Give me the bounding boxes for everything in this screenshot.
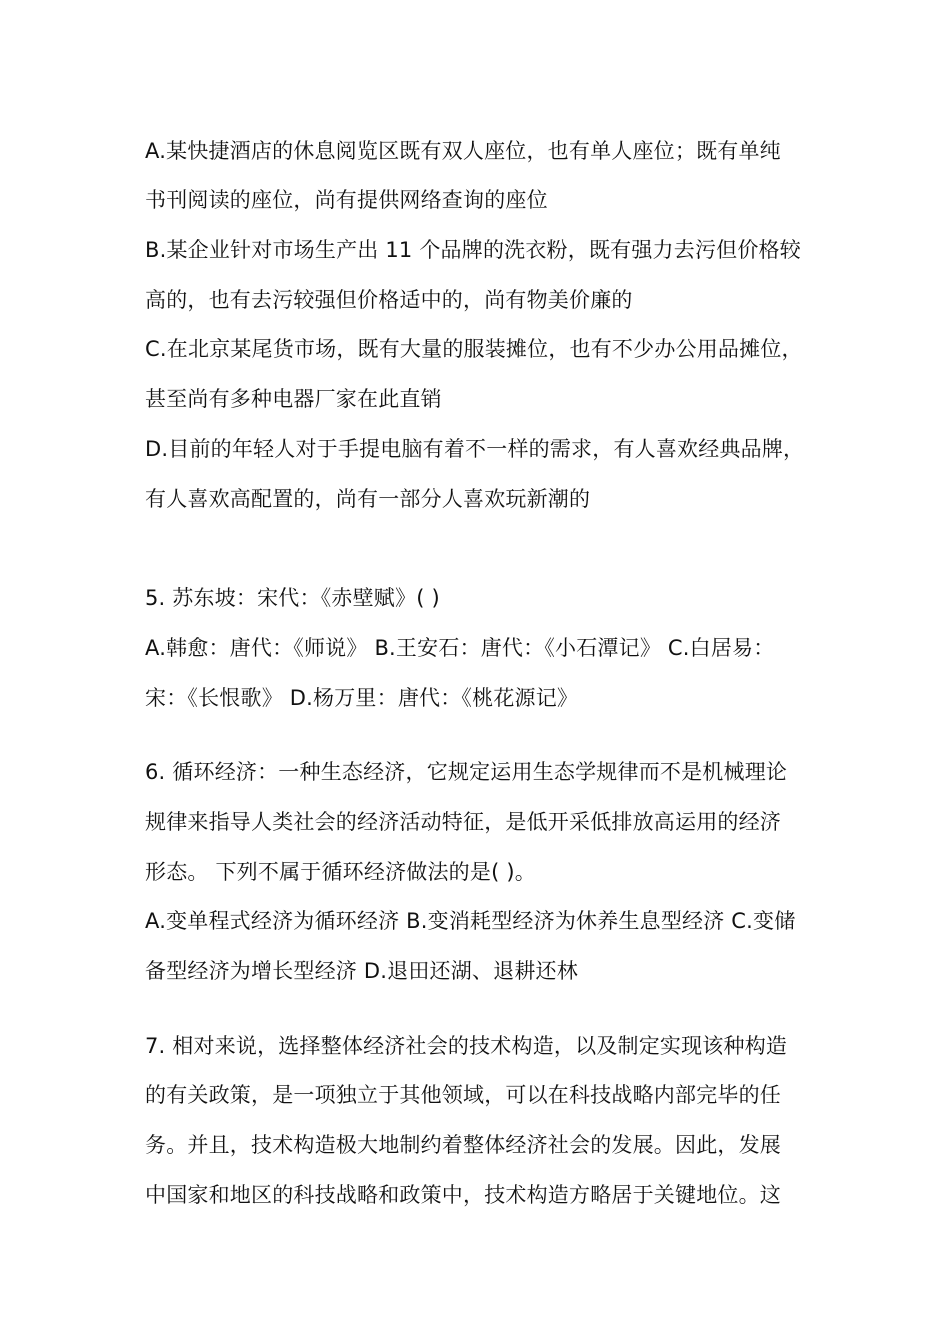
q4-option-d-line2: 有人喜欢高配置的，尚有一部分人喜欢玩新潮的 [145,487,591,511]
q7-stem-line4: 中国家和地区的科技战略和政策中，技术构造方略居于关键地位。这 [145,1183,781,1207]
q4-option-d-line1: D.目前的年轻人对于手提电脑有着不一样的需求，有人喜欢经典品牌， [145,437,805,461]
q4-option-c-line1: C.在北京某尾货市场，既有大量的服装摊位，也有不少办公用品摊位， [145,337,803,361]
q5-options-line1: A.韩愈：唐代：《师说》 B.王安石：唐代：《小石潭记》 C.白居易： [145,636,775,660]
q7-stem-line3: 务。并且，技术构造极大地制约着整体经济社会的发展。因此，发展 [145,1133,781,1157]
q7-stem-line2: 的有关政策，是一项独立于其他领域，可以在科技战略内部完毕的任 [145,1083,781,1107]
q4-option-a-line1: A.某快捷酒店的休息阅览区既有双人座位，也有单人座位；既有单纯 [145,139,781,163]
q6-options-line1: A.变单程式经济为循环经济 B.变消耗型经济为休养生息型经济 C.变储 [145,909,796,933]
q5-stem: 5. 苏东坡：宋代：《赤壁赋》( ) [145,586,440,610]
q4-option-a-line2: 书刊阅读的座位，尚有提供网络查询的座位 [145,188,548,212]
q4-option-c-line2: 甚至尚有多种电器厂家在此直销 [145,387,442,411]
q6-stem-line3: 形态。 下列不属于循环经济做法的是( )。 [145,860,536,884]
q5-options-line2: 宋：《长恨歌》 D.杨万里：唐代：《桃花源记》 [145,686,579,710]
q6-options-line2: 备型经济为增长型经济 D.退田还湖、退耕还林 [145,959,578,983]
q7-stem-line1: 7. 相对来说，选择整体经济社会的技术构造，以及制定实现该种构造 [145,1034,788,1058]
q6-stem-line1: 6. 循环经济：一种生态经济，它规定运用生态学规律而不是机械理论 [145,760,788,784]
q4-option-b-line2: 高的，也有去污较强但价格适中的，尚有物美价廉的 [145,288,633,312]
q6-stem-line2: 规律来指导人类社会的经济活动特征，是低开采低排放高运用的经济 [145,810,781,834]
q4-option-b-line1: B.某企业针对市场生产出 11 个品牌的洗衣粉，既有强力去污但价格较 [145,238,801,262]
